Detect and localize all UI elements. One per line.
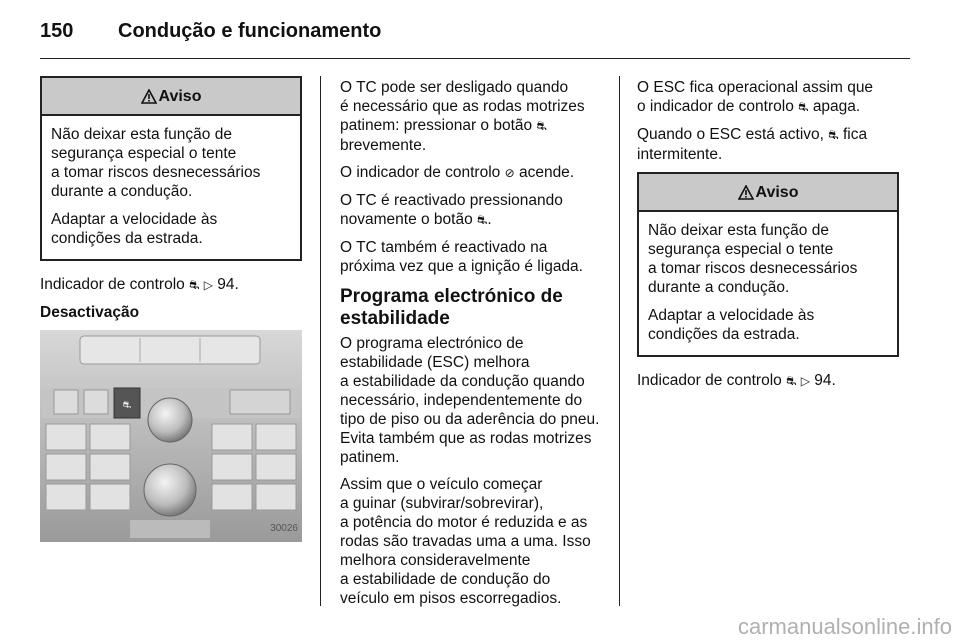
indicator-reference bbox=[637, 371, 899, 391]
warning-header bbox=[42, 78, 300, 116]
esc-car-skid-icon: ⛐ bbox=[536, 119, 547, 133]
subheading-deactivation: Desactivação bbox=[40, 304, 140, 321]
indicator-reference bbox=[40, 275, 302, 295]
indicator-label: Indicador de controlo bbox=[637, 372, 782, 389]
watermark: carmanualsonline.info bbox=[737, 614, 952, 639]
paragraph: Assim que o veículo começar a guinar (subvirar/sobrevirar), a potência do motor é reduzida e as rodas são travadas uma a uma. Isso melhora consideravelmente a estabilidade de condução do veículo em pisos escorregadios. bbox=[340, 476, 591, 607]
warning-text: Adaptar a velocidade às condições da estrada. bbox=[51, 211, 218, 247]
warning-header bbox=[639, 174, 897, 212]
paragraph-text: brevemente. bbox=[340, 137, 427, 154]
warning-triangle-icon bbox=[141, 89, 157, 104]
paragraph-text: fica intermitente. bbox=[637, 126, 868, 163]
indicator-label: Indicador de controlo bbox=[40, 276, 185, 293]
esc-car-skid-icon: ⛐ bbox=[828, 128, 839, 142]
center-console-image bbox=[40, 330, 302, 542]
esc-car-skid-icon: ⛐ bbox=[798, 100, 809, 114]
warning-triangle-icon bbox=[738, 185, 754, 200]
warning-title: Aviso bbox=[158, 87, 202, 105]
page-reference: 94. bbox=[217, 276, 239, 293]
paragraph bbox=[637, 125, 899, 164]
section-heading: Programa electrónico de estabilidade bbox=[340, 286, 563, 329]
warning-body bbox=[639, 212, 897, 355]
paragraph: O programa electrónico de estabilidade (ESC) melhora a estabilidade da condução quando necessário, independentemente do tipo de piso ou da aderência do pneu. Evita também que as rodas motrizes patinem. bbox=[340, 335, 600, 466]
column-2 bbox=[340, 78, 610, 616]
paragraph-text: apaga. bbox=[812, 98, 861, 115]
header-rule bbox=[40, 58, 910, 59]
paragraph-text: O indicador de controlo bbox=[340, 164, 501, 181]
page-reference-arrow-icon: ▷ bbox=[203, 278, 213, 292]
paragraph-text: O TC pode ser desligado quando é necessário que as rodas motrizes patinem: pressionar o botão bbox=[340, 79, 585, 134]
paragraph bbox=[340, 78, 610, 155]
paragraph-text: Quando o ESC está activo, bbox=[637, 126, 824, 143]
console-photo bbox=[40, 330, 302, 542]
page-reference-arrow-icon: ▷ bbox=[800, 374, 810, 388]
paragraph bbox=[637, 78, 899, 117]
column-divider-1 bbox=[320, 76, 321, 606]
warning-box bbox=[637, 172, 899, 357]
warning-text: Não deixar esta função de segurança especial o tente a tomar riscos desnecessários durante a condução. bbox=[648, 222, 858, 296]
paragraph-text: . bbox=[487, 211, 492, 228]
esc-car-skid-icon: ⛐ bbox=[477, 213, 488, 227]
paragraph bbox=[340, 163, 610, 183]
page-reference: 94. bbox=[814, 372, 836, 389]
chapter-title: Condução e funcionamento bbox=[118, 20, 382, 42]
column-divider-2 bbox=[619, 76, 620, 606]
warning-text: Não deixar esta função de segurança especial o tente a tomar riscos desnecessários durante a condução. bbox=[51, 126, 261, 200]
svg-text:⛐: ⛐ bbox=[122, 400, 132, 411]
warning-title: Aviso bbox=[755, 183, 799, 201]
page-header bbox=[40, 14, 910, 58]
paragraph: O TC também é reactivado na próxima vez que a ignição é ligada. bbox=[340, 239, 583, 275]
warning-box bbox=[40, 76, 302, 261]
warning-text: Adaptar a velocidade às condições da estrada. bbox=[648, 307, 815, 343]
esc-car-skid-icon: ⛐ bbox=[786, 374, 797, 388]
paragraph-text: acende. bbox=[518, 164, 575, 181]
warning-body bbox=[42, 116, 300, 259]
page-number: 150 bbox=[40, 20, 74, 42]
column-1 bbox=[40, 76, 302, 542]
paragraph bbox=[340, 191, 610, 230]
esc-car-skid-icon: ⛐ bbox=[189, 278, 200, 292]
paragraph-text: O ESC fica operacional assim que o indicador de controlo bbox=[637, 79, 874, 115]
paragraph-text: O TC é reactivado pressionando novamente o botão bbox=[340, 192, 563, 228]
column-3 bbox=[637, 78, 899, 399]
tc-off-icon: ⊘ bbox=[504, 166, 515, 180]
image-code: 30026 bbox=[270, 523, 298, 534]
